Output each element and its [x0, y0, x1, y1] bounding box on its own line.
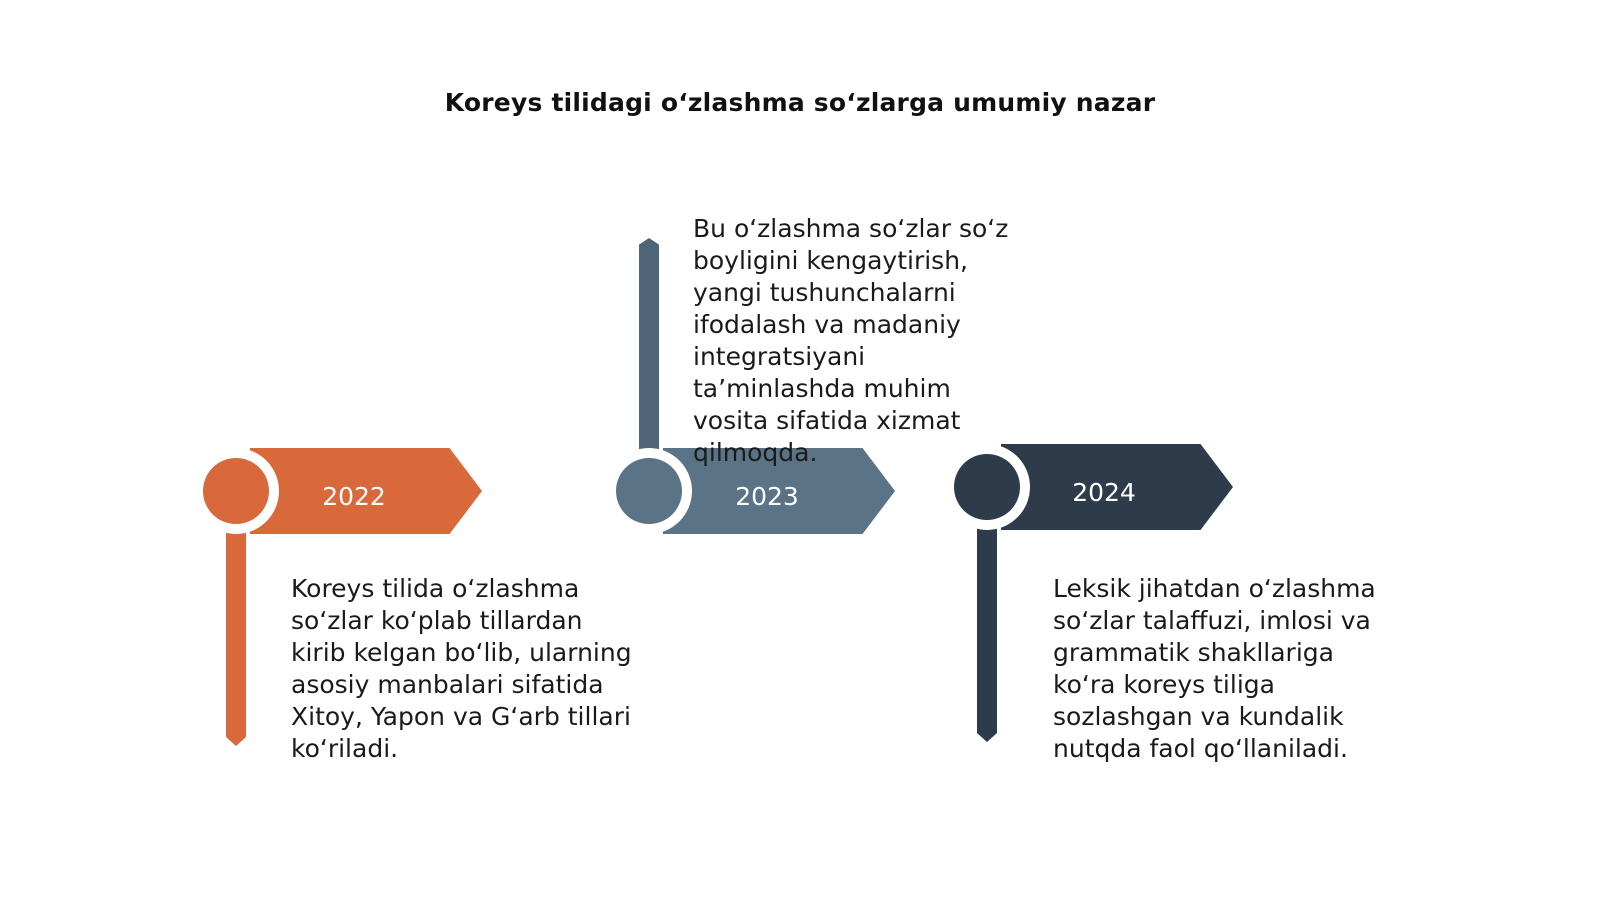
milestone-description: Koreys tilida o‘zlashma so‘zlar ko‘plab tillardan kirib kelgan bo‘lib, ularning asosiy manbalari sifatida Xitoy, Yapon va G‘arb tillari ko‘riladi. [291, 574, 632, 763]
year-label: 2023 [735, 482, 799, 511]
stem-2022 [226, 520, 246, 746]
stem-2024 [977, 516, 997, 742]
milestone-description: Leksik jihatdan o‘zlashma so‘zlar talaffuzi, imlosi va grammatik shakllariga ko‘ra koreys tiliga sozlashgan va kundalik nutqda faol qo‘llaniladi. [1053, 574, 1376, 763]
milestone-description: Bu o‘zlashma so‘zlar so‘z boyligini kengaytirish, yangi tushunchalarni ifodalash va madaniy integratsiyani ta’minlashda muhim vosita sifatida xizmat qilmoqda. [693, 214, 1009, 467]
circle-marker-2022 [203, 458, 269, 524]
circle-marker-2024 [954, 454, 1020, 520]
page-title: Koreys tilidagi o‘zlashma so‘zlarga umumiy nazar [444, 88, 1156, 117]
circle-marker-2023 [616, 458, 682, 524]
year-label: 2024 [1072, 478, 1136, 507]
stem-2023 [639, 238, 659, 460]
year-label: 2022 [322, 482, 386, 511]
